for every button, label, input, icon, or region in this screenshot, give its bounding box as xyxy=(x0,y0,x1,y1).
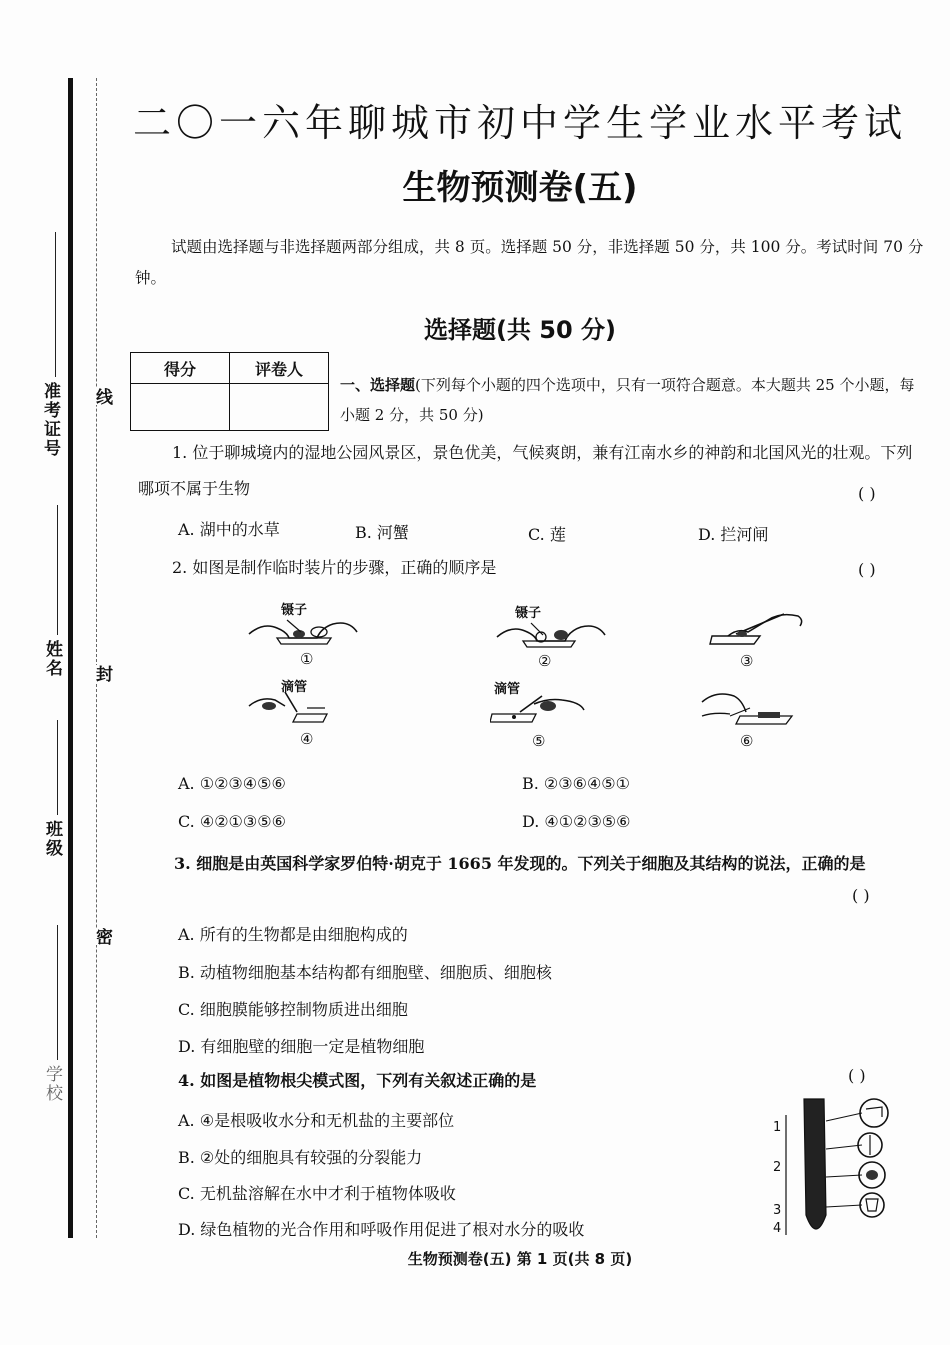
question-2-option-d[interactable]: D. ④①②③⑤⑥ xyxy=(522,812,631,831)
section-heading xyxy=(340,370,920,430)
seal-secret-char: 密 xyxy=(90,928,115,945)
question-3-option-b[interactable]: B. 动植物细胞基本结构都有细胞壁、细胞质、细胞核 xyxy=(178,963,552,982)
section-heading-rest: (下列每个小题的四个选项中，只有一项符合题意。本大题共 25 个小题，每小题 2 分，共 50 分) xyxy=(340,376,915,424)
step-2-illustration xyxy=(495,615,607,649)
score-header: 得分 xyxy=(131,353,230,384)
tweezers-label-1: 镊子 xyxy=(281,603,308,618)
root-tip-label-4: 4 xyxy=(773,1221,782,1236)
step-6-number: ⑥ xyxy=(740,732,754,750)
root-tip-label-2: 2 xyxy=(773,1160,782,1175)
step-1-illustration xyxy=(247,612,359,646)
question-4-option-d[interactable]: D. 绿色植物的光合作用和呼吸作用促进了根对水分的吸收 xyxy=(178,1220,585,1239)
grader-cell[interactable] xyxy=(230,384,329,431)
exam-intro: 试题由选择题与非选择题两部分组成，共 8 页。选择题 50 分，非选择题 50 分，共 100 分。考试时间 70 分钟。 xyxy=(135,238,924,287)
question-2-stem: 2. 如图是制作临时装片的步骤，正确的顺序是 xyxy=(172,558,497,577)
step-3-number: ③ xyxy=(740,652,754,670)
seal-seal-char: 封 xyxy=(90,665,115,682)
root-tip-label-3: 3 xyxy=(773,1203,782,1218)
score-cell[interactable] xyxy=(131,384,230,431)
question-2-option-c[interactable]: C. ④②①③⑤⑥ xyxy=(178,812,286,831)
question-2-answer-paren[interactable]: ( ) xyxy=(858,560,876,579)
question-3-option-d[interactable]: D. 有细胞壁的细胞一定是植物细胞 xyxy=(178,1037,425,1056)
question-2-option-a[interactable]: A. ①②③④⑤⑥ xyxy=(178,774,286,793)
step-2-number: ② xyxy=(538,652,552,670)
school-blank xyxy=(57,925,58,1060)
question-1-option-b[interactable]: B. 河蟹 xyxy=(355,523,409,542)
tweezers-label-2: 镊子 xyxy=(515,606,542,621)
step-5-illustration xyxy=(490,692,586,728)
school-label: 学校 xyxy=(42,1065,62,1103)
cut-dotted-line xyxy=(96,78,97,1238)
exam-title: 二〇一六年聊城市初中学生学业水平考试 xyxy=(132,101,907,145)
question-4-option-c[interactable]: C. 无机盐溶解在水中才利于植物体吸收 xyxy=(178,1184,456,1203)
name-label: 姓名 xyxy=(42,640,62,678)
step-4-illustration xyxy=(247,690,337,726)
question-3-option-a[interactable]: A. 所有的生物都是由细胞构成的 xyxy=(178,925,408,944)
grader-header: 评卷人 xyxy=(230,353,329,384)
question-4-stem: 4. 如图是植物根尖模式图，下列有关叙述正确的是 xyxy=(178,1071,537,1090)
question-4-option-a[interactable]: A. ④是根吸收水分和无机盐的主要部位 xyxy=(178,1111,455,1130)
root-tip-diagram xyxy=(770,1095,900,1245)
section-title: 选择题(共 50 分) xyxy=(423,316,617,344)
question-1-option-a[interactable]: A. 湖中的水草 xyxy=(178,520,280,539)
score-table xyxy=(130,352,329,431)
question-4-option-b[interactable]: B. ②处的细胞具有较强的分裂能力 xyxy=(178,1148,423,1167)
question-3-stem: 3. 细胞是由英国科学家罗伯特·胡克于 1665 年发现的。下列关于细胞及其结构的说法，正确的是 xyxy=(174,854,866,873)
step-4-number: ④ xyxy=(300,730,314,748)
admission-number-label: 准考证号 xyxy=(40,382,60,458)
dropper-label-4: 滴管 xyxy=(281,680,308,695)
step-3-illustration xyxy=(708,608,808,646)
binding-line xyxy=(68,78,73,1238)
step-1-number: ① xyxy=(300,650,314,668)
question-2-option-b[interactable]: B. ②③⑥④⑤① xyxy=(522,774,630,793)
class-blank xyxy=(57,720,58,815)
question-4-answer-paren[interactable]: ( ) xyxy=(848,1066,866,1085)
step-5-number: ⑤ xyxy=(532,732,546,750)
question-1-option-c[interactable]: C. 莲 xyxy=(528,525,566,544)
seal-line-char: 线 xyxy=(90,388,115,405)
root-tip-label-1: 1 xyxy=(773,1120,782,1135)
step-6-illustration xyxy=(700,688,796,728)
question-1-option-d[interactable]: D. 拦河闸 xyxy=(698,525,769,544)
class-label: 班级 xyxy=(42,820,62,858)
question-1-stem: 1. 位于聊城境内的湿地公园风景区，景色优美，气候爽朗，兼有江南水乡的神韵和北国风光的壮观。下列哪项不属于生物 xyxy=(138,443,913,498)
section-heading-bold: 一、选择题 xyxy=(340,376,416,394)
question-1-answer-paren[interactable]: ( ) xyxy=(858,484,876,503)
question-3-answer-paren[interactable]: ( ) xyxy=(852,886,870,905)
exam-subtitle: 生物预测卷(五) xyxy=(402,168,638,208)
page-footer: 生物预测卷(五) 第 1 页(共 8 页) xyxy=(407,1250,633,1268)
name-blank xyxy=(57,505,58,635)
admission-number-blank xyxy=(55,232,56,377)
dropper-label-5: 滴管 xyxy=(494,682,521,697)
question-3-option-c[interactable]: C. 细胞膜能够控制物质进出细胞 xyxy=(178,1000,408,1019)
